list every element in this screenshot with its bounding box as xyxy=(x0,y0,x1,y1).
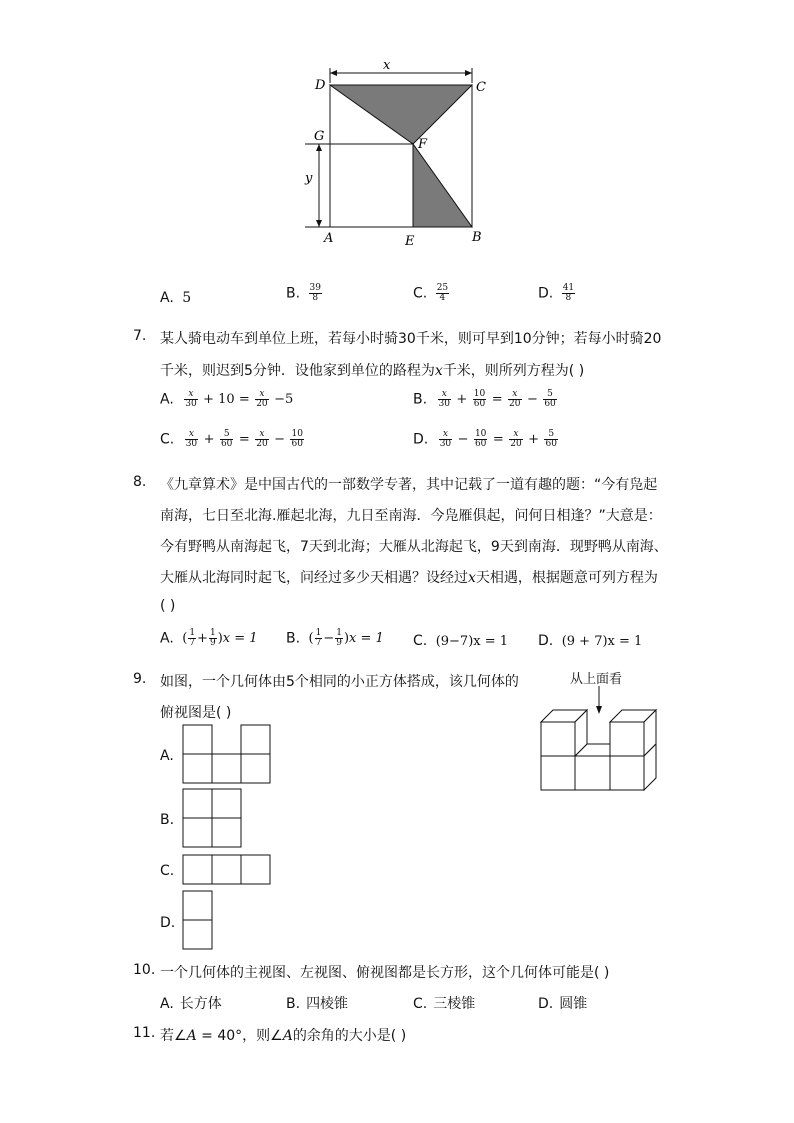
q8-option-c[interactable]: C. (9−7)x = 1 xyxy=(413,633,509,649)
q6-option-c[interactable]: C. $\frac{25}{4}$ xyxy=(413,283,449,303)
shaded-triangle-dcf xyxy=(330,85,472,144)
q10-line1: 一个几何体的主视图、左视图、俯视图都是长方形，这个几何体可能是( ) xyxy=(160,965,610,981)
q11-number: 11. xyxy=(133,1025,156,1041)
top-view-b xyxy=(182,788,244,850)
q8-line4: 大雁从北海同时起飞，问经过多少天相遇？设经过x天相遇，根据题意可列方程为 xyxy=(160,570,658,586)
label-x: x xyxy=(383,58,391,73)
q9-number: 9. xyxy=(133,671,147,687)
q7-option-a[interactable]: A. $\frac{x}{30}$ + 10 = $\frac{x}{20}$ −5 xyxy=(160,389,294,409)
q7-option-d[interactable]: D. $\frac{x}{30}$ − $\frac{10}{60}$ = $\frac{x}{20}$ + $\frac{5}{60}$ xyxy=(413,429,557,449)
q6-option-a[interactable]: A. 5 xyxy=(160,290,192,306)
q8-number: 8. xyxy=(133,474,147,490)
q7-number: 7. xyxy=(133,328,147,344)
q7-option-c[interactable]: C. $\frac{x}{30}$ + $\frac{5}{60}$ = $\frac{x}{20}$ − $\frac{10}{60}$ xyxy=(160,429,303,449)
label-A: A xyxy=(324,231,334,246)
q11-line1: 若∠A = 40°，则∠A的余角的大小是( ) xyxy=(160,1028,407,1044)
q8-option-b[interactable]: B. ( $\frac{1}{7}$ − $\frac{1}{9}$ )x = 1 xyxy=(286,628,384,648)
q7-line1: 某人骑电动车到单位上班，若每小时骑30千米，则可早到10分钟；若每小时骑20 xyxy=(160,331,662,347)
q6-option-b[interactable]: B. $\frac{39}{8}$ xyxy=(286,283,321,303)
label-y: y xyxy=(305,171,313,186)
q10-number: 10. xyxy=(133,962,156,978)
label-F: F xyxy=(418,137,428,152)
cube-solid-figure xyxy=(535,684,665,794)
shaded-triangle-efb xyxy=(413,144,472,227)
top-view-d xyxy=(182,890,214,952)
q9-caption: 从上面看 xyxy=(570,672,623,687)
q8-line5: ( ) xyxy=(160,598,176,614)
square-figure xyxy=(300,55,500,255)
q8-line3: 今有野鸭从南海起飞，7天到北海；大雁从北海起飞，9天到南海．现野鸭从南海、 xyxy=(160,539,668,555)
q8-option-d[interactable]: D. (9 + 7)x = 1 xyxy=(538,633,643,649)
q6-option-d[interactable]: D. $\frac{41}{8}$ xyxy=(538,283,575,303)
label-D: D xyxy=(315,78,326,93)
top-view-a xyxy=(182,724,272,786)
label-E: E xyxy=(405,234,415,249)
q8-line1: 《九章算术》是中国古代的一部数学专著，其中记载了一道有趣的题：“今有凫起 xyxy=(160,477,658,493)
q7-option-b[interactable]: B. $\frac{x}{30}$ + $\frac{10}{60}$ = $\frac{x}{20}$ − $\frac{5}{60}$ xyxy=(413,389,556,409)
q7-line2: 千米，则迟到5分钟．设他家到单位的路程为x千米，则所列方程为( ) xyxy=(160,363,585,379)
q9-line1: 如图，一个几何体由5个相同的小正方体搭成，该几何体的 xyxy=(160,674,519,690)
q10-option-d[interactable]: D. 圆锥 xyxy=(538,996,588,1012)
q8-line2: 南海，七日至北海.雁起北海，九日至南海．今凫雁俱起，问何日相逢？”大意是： xyxy=(160,508,662,524)
label-B: B xyxy=(472,230,482,245)
q10-option-a[interactable]: A. 长方体 xyxy=(160,996,222,1012)
top-view-c xyxy=(182,854,272,886)
q9-line2: 俯视图是( ) xyxy=(160,705,232,721)
label-G: G xyxy=(314,129,325,144)
q8-option-a[interactable]: A. ( $\frac{1}{7}$ + $\frac{1}{9}$ )x = 1 xyxy=(160,628,258,648)
q10-option-b[interactable]: B. 四棱锥 xyxy=(286,996,349,1012)
label-C: C xyxy=(476,80,486,95)
q10-option-c[interactable]: C. 三棱锥 xyxy=(413,996,476,1012)
